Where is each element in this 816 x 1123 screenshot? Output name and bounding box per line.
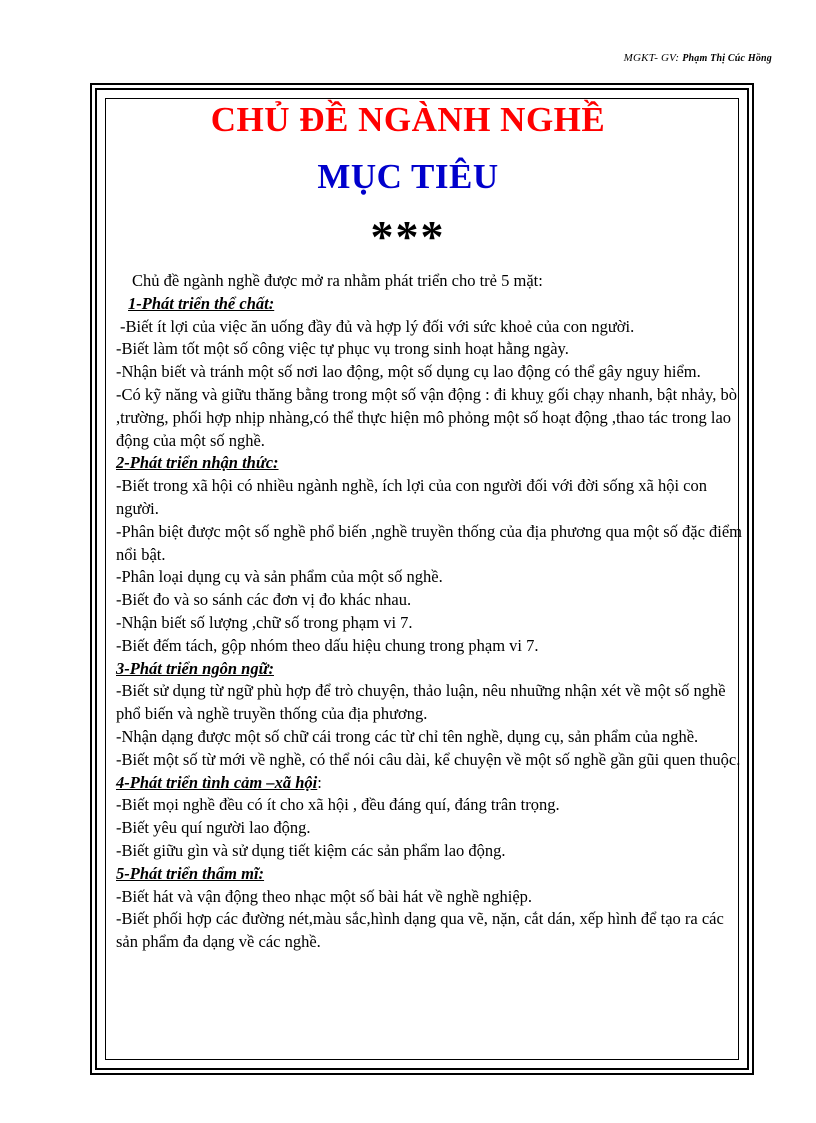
section-heading-1: 1-Phát triển thể chất: — [128, 293, 275, 313]
list-item: -Nhận biết số lượng ,chữ số trong phạm vi 7. — [116, 612, 413, 632]
list-item: -Biết yêu quí người lao động. — [116, 818, 311, 838]
header-note — [624, 52, 772, 64]
list-item: -Nhận biết và tránh một số nơi lao động, một số dụng cụ lao động có thể gây nguy hiểm. — [116, 362, 701, 382]
list-item: -Biết phối hợp các đường nét,màu sắc,hình dạng qua vẽ, nặn, cắt dán, xếp hình để tạo ra các sản phẩm đa dạng về các nghề. — [116, 909, 724, 952]
list-item: -Biết một số từ mới về nghề, có thể nói câu dài, kể chuyện về một số nghề gần gũi quen thuộc. — [116, 749, 741, 769]
section-heading-4: 4-Phát triển tình cảm –xã hội — [116, 772, 318, 792]
list-item: -Phân biệt được một số nghề phổ biến ,nghề truyền thống của địa phương qua một số đặc điểm nổi bật. — [116, 521, 743, 564]
page-title: CHỦ ĐỀ NGÀNH NGHỀ — [210, 100, 606, 139]
list-item: -Biết ít lợi của việc ăn uống đầy đủ và hợp lý đối với sức khoẻ của con người. — [120, 316, 635, 336]
section-heading-5: 5-Phát triển thẩm mĩ: — [116, 863, 265, 883]
section-heading-4-colon: : — [317, 772, 322, 792]
intro-paragraph: Chủ đề ngành nghề được mở ra nhằm phát triển cho trẻ 5 mặt: — [132, 271, 543, 290]
list-item: -Có kỹ năng và giữu thăng bằng trong một số vận động : đi khuỵ gối chạy nhanh, bật nhảy, bò ,trường, phối hợp nhịp nhàng,có thể thực hiện mô phỏng một số hoạt động ,thao tác trong lao động của một số nghề. — [116, 384, 738, 450]
decorative-stars: *** — [370, 211, 446, 262]
list-item: -Biết làm tốt một số công việc tự phục vụ trong sinh hoạt hằng ngày. — [116, 339, 569, 359]
list-item: -Biết hát và vận động theo nhạc một số bài hát về nghề nghiệp. — [116, 886, 533, 906]
teacher-name: Phạm Thị Cúc Hồng — [682, 53, 772, 64]
section-heading-4-line — [116, 772, 742, 795]
list-item: -Biết trong xã hội có nhiều ngành nghề, ích lợi của con người đối với đời sống xã hội con người. — [116, 476, 707, 518]
section-heading-3: 3-Phát triển ngôn ngữ: — [116, 658, 274, 678]
list-item: -Nhận dạng được một số chữ cái trong các từ chỉ tên nghề, dụng cụ, sản phẩm của nghề. — [116, 726, 699, 746]
list-item: -Biết đếm tách, gộp nhóm theo dấu hiệu chung trong phạm vi 7. — [116, 635, 539, 655]
section-heading-2: 2-Phát triển nhận thức: — [116, 453, 279, 473]
list-item: -Biết mọi nghề đều có ít cho xã hội , đều đáng quí, đáng trân trọng. — [116, 795, 560, 815]
list-item: -Biết giữu gìn và sử dụng tiết kiệm các sản phẩm lao động. — [116, 840, 506, 860]
list-item: -Biết sử dụng từ ngữ phù hợp để trò chuyện, thảo luận, nêu nhuững nhận xét về một số nghề phổ biến và nghề truyền thống của địa phương. — [116, 681, 726, 724]
list-item: -Phân loại dụng cụ và sản phẩm của một số nghề. — [116, 567, 443, 587]
page-subtitle: MỤC TIÊU — [317, 157, 499, 196]
document-body — [116, 270, 742, 954]
header-prefix: MGKT- GV: — [623, 52, 680, 64]
list-item: -Biết đo và so sánh các đơn vị đo khác nhau. — [116, 590, 412, 610]
